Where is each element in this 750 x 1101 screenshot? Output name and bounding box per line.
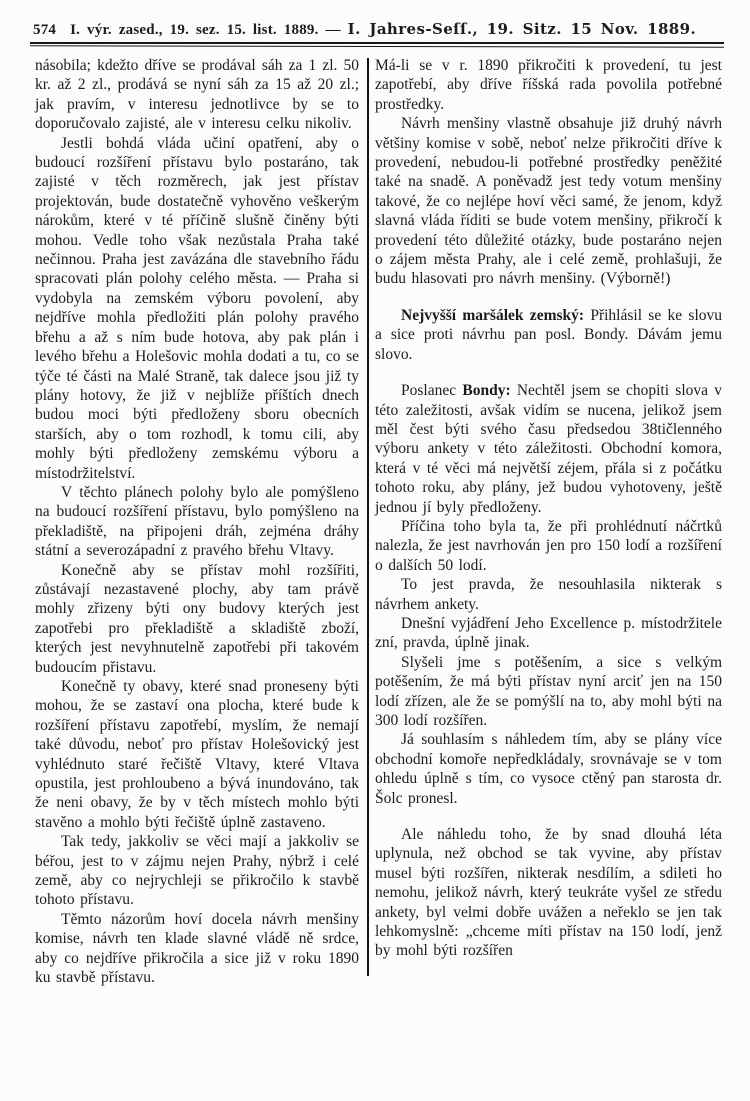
header-german-session: I. Jahres-Seſſ., 19. Sitz. 15 Nov. 1889.: [347, 20, 697, 38]
speech-marshal: [375, 306, 722, 364]
text-run: Má-li se v r. 1890 přikročiti k provedení, tu jest zapotřebí, aby dříve říšská rada povolila potřebné prostředky.: [375, 57, 722, 113]
text-run: To jest pravda, že nesouhlasila nikterak s návrhem ankety.: [375, 576, 722, 613]
paragraph: [35, 832, 359, 910]
paragraph: [375, 517, 722, 575]
paragraph: [375, 56, 722, 114]
paragraph: [375, 730, 722, 808]
paragraph: [35, 677, 359, 832]
paragraph: [35, 561, 359, 677]
text-run: Konečně ty obavy, které snad proneseny býti mohou, že se zastaví ona plocha, které bude k rozšíření přístavu zapotřebí, myslím, že nemají také důvodu, neboť pro přístav Holešovický jest vyhlédnuto staré řečiště Vltavy, které Vltava opustila, jest prohloubeno a bývá inundováno, tak že neni obavy, že by v těch místech mohlo býti stavěno a mohlo býti řečiště úplně zastaveno.: [35, 678, 359, 831]
text-run: Příčina toho byla ta, že při prohlédnutí náčrtků nalezla, že jest navrhován jen pro 150 lodí a rozšíření o dalších 50 lodí.: [375, 517, 722, 574]
page-number: 574: [33, 22, 57, 38]
speaker-name: Bondy:: [462, 382, 511, 400]
text-run: Těmto názorům hoví docela návrh menšiny komise, návrh ten klade slavné vládě ně srdce, aby co nejdříve přikročila a sice již v roku 1890 ku stavbě přístavu.: [35, 910, 359, 987]
text-run: Jestli bohdá vláda učiní opatření, aby o budoucí rozšíření přístavu bylo postaráno, tak zajisté v těch rozměrech, jak jest přístav projektován, bude dostatečně vyhověno veškerým nárokům, které v té příčině slušně činěny býti mohou. Vedle toho však nezůstala Praha také nečinnou. Praha jest zavázána dle stavebního řádu spracovati plán polohy celého města. — Praha si vydobyla na zemském výboru povolení, aby nejdříve mohla předložiti plán polohy pravého břehu a až s ním bude hotova, aby pak plán i levého břehu a Holešovic mohla dodati a tu, co se týče té části na Malé Straně, tak dalece jsou již ty plány hotovy, že již v nejblíže příštích dnech budou moci býti předloženy sboru obecních starších, aby o tom rozhodl, k tomu cili, aby mohly býti předloženy zemskému výboru a místodržitelství.: [35, 134, 359, 482]
paragraph: [375, 653, 722, 731]
speech-bondy: [375, 381, 722, 517]
header-rule: [30, 42, 724, 49]
paragraph: [35, 483, 359, 561]
text-run: Nechtěl jsem se chopiti slova v této zaležitosti, avšak vidím se nucena, jelikož jsem měl čest býti svého času předsedou 38tičlenného výboru ankety v této záležitosti. Obchodní komora, která v té věci má největší zéjem, přála si z počátku tohoto roku, aby plány, jež budou vyhotoveny, ještě jednou jí byly předloženy.: [375, 382, 723, 516]
text-run: Já souhlasím s náhledem tím, aby se plány více obchodní komoře nepředkládaly, srovnávaje se v tom ohledu úplně s tím, co vysoce ctěný pan starosta dr. Šolc pronesl.: [375, 731, 722, 807]
header-rule-line-2: [30, 45, 724, 47]
header-rule-line-1: [30, 42, 724, 44]
paragraph: [375, 575, 722, 614]
running-header: [33, 20, 722, 39]
left-column: [35, 56, 359, 1022]
paragraph: [375, 825, 722, 961]
right-column: [375, 56, 722, 1022]
text-run: Tak tedy, jakkoliv se věci mají a jakkoliv se béřou, jest to v zájmu nejen Prahy, nýbrž i celé země, aby co nejrychleji se přikročilo k stavbě tohoto přístavu.: [35, 833, 359, 909]
text-run: Přihlásil se ke slovu a sice proti návrhu pan posl. Bondy. Dávám jemu slovo.: [375, 306, 722, 363]
column-divider: [367, 58, 369, 976]
header-czech-session: I. výr. zased., 19. sez. 15. list. 1889.: [70, 22, 319, 38]
text-run: Ale náhledu toho, že by snad dlouhá léta uplynula, než obchod se tak vyvine, aby přístav musel býti rozšířen, nikterak nesdílím, a sdileti ho nemohu, jelikož návrh, který teukráte vyšel ze středu ankety, byl velmi dobře uvážen a neřeklo se jen tak lehkomyslně: „chceme míti přístav na 150 lodí, jenž by mohl býti rozšířen: [375, 826, 722, 960]
paragraph: [35, 56, 359, 134]
speaker-name: Nejvyšší maršálek zemský:: [401, 306, 585, 324]
paragraph: [35, 910, 359, 988]
text-run: V těchto plánech polohy bylo ale pomýšleno na budoucí rozšíření přístavu, bylo pomýšleno na překladiště, na připojeni dráh, zejména dráhy státní a severozápadní z pravého břehu Vltavy.: [35, 483, 359, 560]
paragraph: [375, 614, 722, 653]
text-run: Dnešní vyjádření Jeho Excellence p. místodržitele zní, pravda, úplně jinak.: [375, 614, 722, 652]
text-run: Poslanec: [401, 382, 463, 400]
header-separator: —: [325, 22, 341, 38]
text-run: Slyšeli jme s potěšením, a sice s velkým potěšením, že má býti přístav nyní arciť jen na 150 lodí zřízen, ale že se pomýšlí na to, aby mohl býti na 300 lodí rozšířen.: [375, 653, 722, 729]
text-columns: [35, 56, 722, 1022]
paragraph: [35, 134, 359, 483]
text-run: Konečně aby se přístav mohl rozšířiti, zůstávají nezastavené plochy, aby tam právě mohly zřizeny býti ony budovy kterých jest zapotřebi pro překladiště a skladiště zboží, kterých jest nevyhnutelně zapotřebi při takovém budoucím přistavu.: [35, 561, 359, 676]
paragraph: [375, 114, 722, 289]
text-run: násobila; kdežto dříve se prodával sáh za 1 zl. 50 kr. až 2 zl., prodává se nyní sáh za 15 až 20 zl.; jak pravím, v interesu jednotlivce by se to doporučovalo zajisté, ale v interesu celku nikoliv.: [35, 57, 359, 133]
text-run: Návrh menšiny vlastně obsahuje již druhý návrh většiny komise v sobě, neboť nelze přikročiti dříve k provedení, nebudou-li potřebné prostředky peněžité také na snadě. A poněvadž jest tedy votum menšiny takové, že co nejlépe hoví věci samé, že jenom, když slavná vláda říditi se bude votem menšiny, přikročí k provedení této důležité otázky, bude postaráno nejen o zájem města Prahy, ale i celé země, prohlašuji, že budu hlasovati pro návrh menšiny. (Výborně!): [375, 115, 722, 288]
